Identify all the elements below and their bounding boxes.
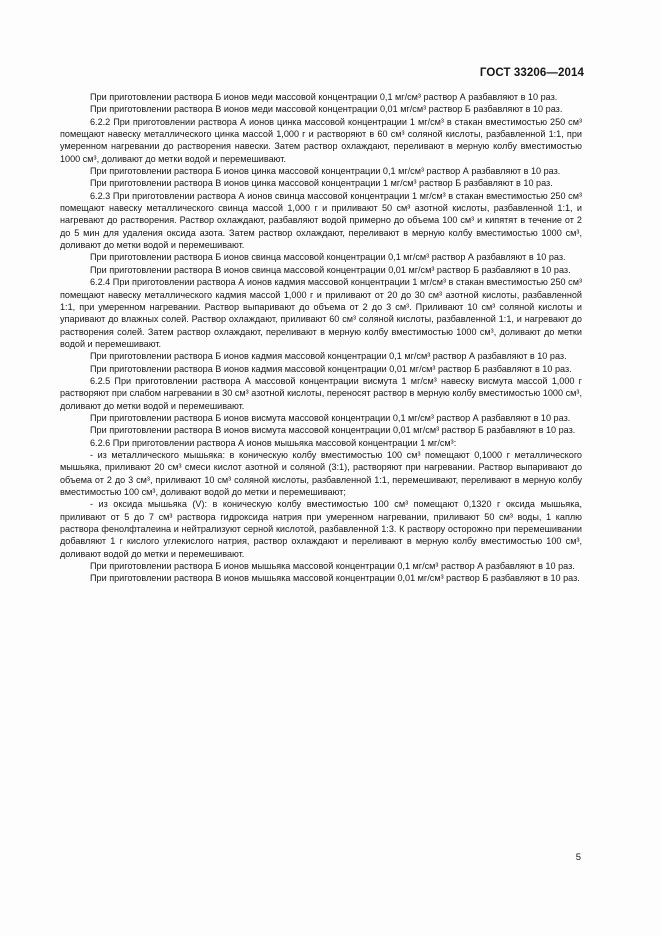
- paragraph: 6.2.6 При приготовлении раствора А ионов мышьяка массовой концентрации 1 мг/см³:: [90, 437, 457, 448]
- paragraph: 6.2.2 При приготовлении раствора А ионов цинка массовой концентрации 1 мг/см³ в стакан вместимостью 250 см³ помещают навеску металлического цинка массой 1,000 г и растворяют в 60 см³ соляной кислоты, разбавленной 1:1, при умеренном нагревании до растворения навески. Затем раствор охлаждают, переливают в мерную колбу вместимостью 1000 см³, доливают до метки водой и перемешивают.: [60, 116, 582, 164]
- paragraph: 6.2.4 При приготовлении раствора А ионов кадмия массовой концентрации 1 мг/см³ в стакан вместимостью 250 см³ помещают навеску металлического кадмия массой 1,000 г и приливают от 20 до 30 см³ азотной кислоты, разбавленной 1:1, при умеренном нагревании. Раствор выпаривают до объема от 2 до 3 см³. Приливают 10 см³ соляной кислоты и упаривают до влажных солей. Раствор охлаждают, приливают 60 см³ соляной кислоты, разбавленной 1:1, и нагревают до растворения солей. Затем раствор охлаждают, переливают в мерную колбу вместимостью 1000 см³, доливают до метки водой и перемешивают.: [60, 277, 582, 349]
- page-number: 5: [575, 852, 581, 863]
- document-body: [60, 91, 582, 585]
- paragraph: 6.2.5 При приготовлении раствора А массовой концентрации висмута 1 мг/см³ навеску висмута массой 1,000 г растворяют при слабом нагревании в 30 см³ азотной кислоты, переносят раствор в мерную колбу вместимостью 1000 см³, доливают до метки водой и перемешивают.: [60, 375, 582, 411]
- paragraph: - из оксида мышьяка (V): в коническую колбу вместимостью 100 см³ помещают 0,1320 г оксида мышьяка, приливают от 5 до 7 см³ раствора гидроксида натрия при умеренном нагревании, приливают 50 см³ воды, 1 каплю раствора фенолфталеина и нейтрализуют серной кислотой, разбавленной 1:3. К раствору осторожно при перемешивании добавляют 1 г кислого углекислого натрия, раствор охлаждают и переливают в мерную колбу вместимостью 100 см³, доливают водой до метки и перемешивают.: [60, 499, 582, 559]
- paragraph: При приготовлении раствора Б ионов свинца массовой концентрации 0,1 мг/см³ раствор А разбавляют в 10 раз.: [90, 252, 566, 263]
- paragraph: При приготовлении раствора Б ионов цинка массовой концентрации 0,1 мг/см³ раствор А разбавляют в 10 раз.: [90, 166, 561, 177]
- paragraph: При приготовлении раствора В ионов цинка массовой концентрации 1 мг/см³ раствор Б разбавляют в 10 раз.: [90, 178, 553, 189]
- paragraph: При приготовлении раствора Б ионов меди массовой концентрации 0,1 мг/см³ раствор А разбавляют в 10 раз.: [90, 92, 558, 102]
- paragraph: При приготовлении раствора В ионов мышьяка массовой концентрации 0,01 мг/см³ раствор Б разбавляют в 10 раз.: [90, 573, 580, 584]
- paragraph: - из металлического мышьяка: в коническую колбу вместимостью 100 см³ помещают 0,1000 г металлического мышьяка, приливают 20 см³ смеси кислот азотной и соляной (3:1), растворяют при нагревании. Раствор выпаривают до объема от 2 до 3 см³, приливают 10 см³ соляной кислоты, разбавленной 1:1, перемешивают, переливают в мерную колбу вместимостью 100 см³, доливают водой до метки и перемешивают;: [60, 449, 582, 497]
- paragraph: При приготовлении раствора Б ионов кадмия массовой концентрации 0,1 мг/см³ раствор А разбавляют в 10 раз.: [90, 351, 567, 362]
- document-header: ГОСТ 33206—2014: [479, 67, 584, 79]
- paragraph: При приготовлении раствора В ионов меди массовой концентрации 0,01 мг/см³ раствор Б разбавляют в 10 раз.: [90, 104, 563, 115]
- paragraph: При приготовлении раствора В ионов висмута массовой концентрации 0,01 мг/см³ раствор Б разбавляют в 10 раз.: [90, 425, 576, 436]
- paragraph: 6.2.3 При приготовлении раствора А ионов свинца массовой концентрации 1 мг/см³ в стакан вместимостью 250 см³ помещают навеску металлического свинца массой 1,000 г и приливают 50 см³ азотной кислоты, разбавленной 1:1, и нагревают до растворения. Раствор охлаждают, разбавляют водой примерно до объема 100 см³ и кипятят в течение от 2 до 5 мин для удаления оксида азота. Затем раствор охлаждают, переливают в мерную колбу вместимостью 1000 см³, доливают до метки водой и перемешивают.: [60, 190, 582, 251]
- paragraph: При приготовлении раствора Б ионов висмута массовой концентрации 0,1 мг/см³ раствор А разбавляют в 10 раз.: [90, 412, 571, 423]
- paragraph: При приготовлении раствора В ионов свинца массовой концентрации 0,01 мг/см³ раствор Б разбавляют в 10 раз.: [90, 264, 571, 275]
- paragraph: При приготовлении раствора Б ионов мышьяка массовой концентрации 0,1 мг/см³ раствор А разбавляют в 10 раз.: [90, 561, 575, 572]
- paragraph: При приготовлении раствора В ионов кадмия массовой концентрации 0,01 мг/см³ раствор Б разбавляют в 10 раз.: [90, 363, 572, 374]
